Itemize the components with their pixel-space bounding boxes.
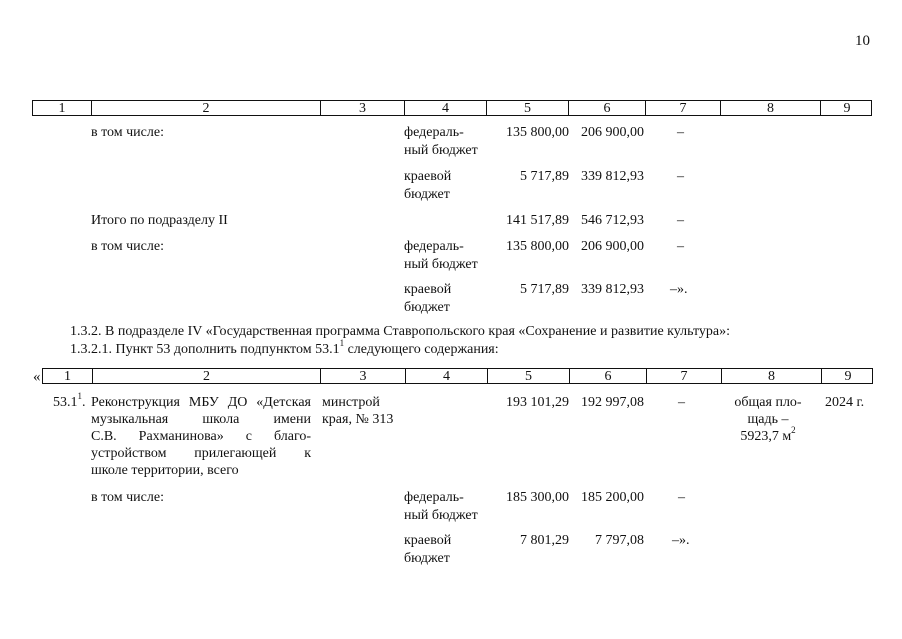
row-value-7: –	[677, 239, 684, 254]
row-value-5: 135 800,00	[506, 239, 569, 254]
item-indicator-l1: общая пло-	[734, 395, 802, 410]
item-executor-l2: края, № 313	[322, 412, 394, 427]
item-value-5: 193 101,29	[506, 395, 569, 410]
header-col-7: 7	[646, 369, 721, 383]
row-label: Итого по подразделу II	[91, 213, 228, 228]
indicator-text: 5923,7 м	[740, 429, 792, 444]
header-col-7: 7	[645, 101, 720, 115]
item-indicator-l2: щадь –	[747, 412, 789, 427]
paragraph-text: следующего содержания:	[344, 342, 499, 357]
row-value-7: –».	[670, 282, 688, 297]
row-value-5: 135 800,00	[506, 125, 569, 140]
table-header-2	[42, 368, 873, 384]
header-col-9: 9	[820, 101, 873, 115]
header-col-6: 6	[568, 101, 645, 115]
item-value-6: 192 997,08	[581, 395, 644, 410]
superscript: 1	[339, 338, 345, 349]
header-col-3: 3	[320, 101, 404, 115]
superscript: 2	[791, 425, 796, 436]
row-source-l2: бюджет	[404, 551, 450, 566]
header-col-3: 3	[320, 369, 405, 383]
row-value-7: –	[678, 490, 685, 505]
page-number: 10	[855, 33, 870, 49]
item-description-l1: Реконструкция МБУ ДО «Детская	[91, 395, 311, 410]
item-number-dot: .	[82, 395, 86, 410]
table-header-1	[32, 100, 872, 116]
header-col-5: 5	[486, 101, 568, 115]
header-col-4: 4	[405, 369, 487, 383]
row-value-6: 339 812,93	[581, 282, 644, 297]
row-source-l2: бюджет	[404, 300, 450, 315]
paragraph-1-3-2: 1.3.2. В подразделе IV «Государственная программа Ставропольского края «Сохранение и развитие культура»:	[70, 324, 731, 339]
row-source-l2: бюджет	[404, 187, 450, 202]
row-source-l2: ный бюджет	[404, 143, 478, 158]
row-value-6: 206 900,00	[581, 125, 644, 140]
row-value-5: 185 300,00	[506, 490, 569, 505]
row-source-l1: федераль-	[404, 239, 464, 254]
row-value-7: –	[677, 169, 684, 184]
header-col-2: 2	[91, 101, 320, 115]
row-label: в том числе:	[91, 490, 164, 505]
item-description-l2: музыкальная школа имени	[91, 412, 311, 427]
item-number	[53, 391, 86, 411]
row-source-l1: краевой	[404, 282, 452, 297]
row-value-6: 546 712,93	[581, 213, 644, 228]
row-value-5: 141 517,89	[506, 213, 569, 228]
item-indicator-l3	[722, 425, 814, 445]
header-col-2: 2	[92, 369, 320, 383]
row-label: в том числе:	[91, 239, 164, 254]
header-col-1: 1	[58, 101, 66, 116]
item-value-7: –	[678, 395, 685, 410]
row-value-5: 7 801,29	[520, 533, 569, 548]
item-year: 2024 г.	[825, 395, 865, 410]
row-value-7: –	[677, 213, 684, 228]
row-value-6: 206 900,00	[581, 239, 644, 254]
item-description-l5: школе территории, всего	[91, 463, 239, 478]
header-col-5: 5	[487, 369, 569, 383]
superscript: 1	[77, 391, 82, 402]
row-value-6: 185 200,00	[581, 490, 644, 505]
row-source-l2: ный бюджет	[404, 508, 478, 523]
paragraph-text: 1.3.2.1. Пункт 53 дополнить подпунктом 53.1	[70, 342, 340, 357]
row-source-l1: федераль-	[404, 490, 464, 505]
header-col-1: 1	[64, 369, 71, 384]
item-description-l3: С.В. Рахманинова» с благо-	[91, 429, 311, 444]
header-col-8: 8	[720, 101, 820, 115]
row-value-7: –».	[672, 533, 690, 548]
row-source-l1: краевой	[404, 169, 452, 184]
header-col-8: 8	[721, 369, 821, 383]
open-quote: «	[33, 369, 41, 385]
item-description-l4: устройством прилегающей к	[91, 446, 311, 461]
header-col-9: 9	[821, 369, 874, 383]
row-value-7: –	[677, 125, 684, 140]
paragraph-1-3-2-1	[70, 338, 499, 358]
item-executor-l1: минстрой	[322, 395, 380, 410]
row-source-l1: федераль-	[404, 125, 464, 140]
row-value-5: 5 717,89	[520, 282, 569, 297]
header-col-6: 6	[569, 369, 646, 383]
row-label: в том числе:	[91, 125, 164, 140]
row-source-l2: ный бюджет	[404, 257, 478, 272]
row-value-6: 7 797,08	[595, 533, 644, 548]
header-col-4: 4	[404, 101, 486, 115]
row-value-5: 5 717,89	[520, 169, 569, 184]
item-number-text: 53.1	[53, 395, 78, 410]
row-source-l1: краевой	[404, 533, 452, 548]
row-value-6: 339 812,93	[581, 169, 644, 184]
